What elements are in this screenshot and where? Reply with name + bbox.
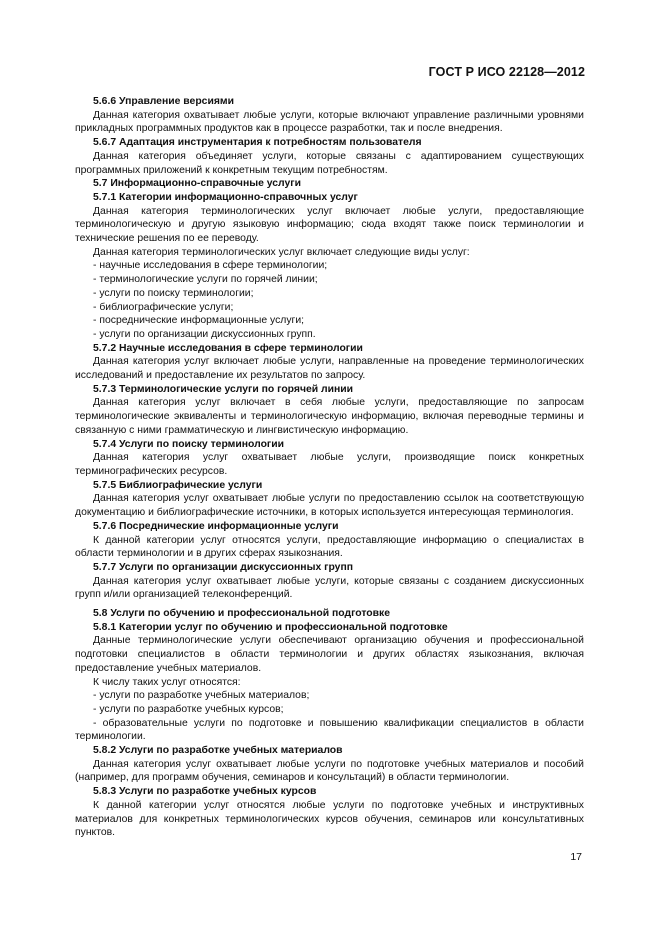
list-item: - услуги по разработке учебных курсов; (93, 703, 284, 715)
document-header-standard-id: ГОСТ Р ИСО 22128—2012 (428, 65, 585, 79)
section-heading: 5.8.2 Услуги по разработке учебных материалов (93, 745, 343, 757)
section-heading: 5.6.7 Адаптация инструментария к потребностям пользователя (93, 137, 422, 149)
list-item: - терминологические услуги по горячей линии; (93, 274, 318, 286)
paragraph: Данная категория услуг охватывает любые услуги, которые связаны с созданием дискуссионных групп и/или организацией телеконференций. (75, 575, 584, 601)
paragraph: Данная категория услуг охватывает любые услуги, производящие поиск конкретных терминографических ресурсов. (75, 452, 584, 477)
page-number: 17 (570, 851, 582, 863)
list-item: - библиографические услуги; (93, 301, 234, 313)
paragraph: Данная категория услуг охватывает любые услуги по предоставлению ссылок на соответствующую документацию и библиографические источники, в которых используется интересующая терминология. (75, 493, 584, 519)
paragraph: Данная категория терминологических услуг включает следующие виды услуг: (93, 246, 470, 258)
section-heading: 5.7.7 Услуги по организации дискуссионных групп (93, 561, 353, 573)
section-heading: 5.7.1 Категории информационно-справочных услуг (93, 191, 358, 203)
paragraph: Данные терминологические услуги обеспечивают организацию обучения и профессиональной подготовки специалистов в области терминологии и других областях языкознания, включая предоставление учебных материалов. (75, 635, 584, 674)
section-heading: 5.8.1 Категории услуг по обучению и профессиональной подготовке (93, 621, 448, 633)
section-heading: 5.7.3 Терминологические услуги по горячей линии (93, 383, 354, 395)
section-heading: 5.8.3 Услуги по разработке учебных курсов (93, 786, 317, 798)
paragraph: Данная категория охватывает любые услуги, которые включают управление различными уровнями прикладных программных продуктов как в процессе разработки, так и после внедрения. (75, 109, 584, 135)
section-heading: 5.7.6 Посреднические информационные услуги (93, 520, 339, 532)
paragraph: К данной категории услуг относятся любые услуги по подготовке учебных и инструктивных материалов для конкретных терминологических курсов обучения, семинаров или консультативных пунктов. (75, 799, 584, 839)
paragraph: К числу таких услуг относятся: (93, 676, 241, 688)
section-heading: 5.8 Услуги по обучению и профессиональной подготовке (93, 608, 391, 620)
list-item: - научные исследования в сфере терминологии; (93, 260, 328, 272)
section-heading: 5.6.6 Управление версиями (93, 96, 234, 107)
paragraph: Данная категория услуг включает в себя любые услуги, предоставляющие по запросам терминологические эквиваленты и терминологическую информацию, включая переводные термины и связанную с ними грамматическую и лингвистическую информацию. (75, 397, 584, 436)
list-item: - посреднические информационные услуги; (93, 315, 305, 327)
section-heading: 5.7.4 Услуги по поиску терминологии (93, 438, 285, 450)
section-heading: 5.7.2 Научные исследования в сфере терминологии (93, 342, 363, 354)
section-heading: 5.7.5 Библиографические услуги (93, 479, 263, 491)
paragraph: Данная категория объединяет услуги, которые связаны с адаптированием существующих программных приложений к конкретным текущим потребностям. (75, 150, 584, 176)
list-item: - услуги по разработке учебных материалов; (93, 690, 310, 702)
paragraph: - образовательные услуги по подготовке и повышению квалификации специалистов в области терминологии. (75, 717, 584, 743)
paragraph: Данная категория услуг включает любые услуги, направленные на проведение терминологических исследований и предоставление их результатов по запросу. (75, 356, 584, 382)
paragraph: К данной категории услуг относятся услуги, предоставляющие информацию о специалистах в области терминологии и в других сферах языкознания. (75, 534, 584, 560)
document-body (75, 95, 584, 840)
list-item: - услуги по поиску терминологии; (93, 287, 254, 299)
paragraph: Данная категория терминологических услуг включает любые услуги, предоставляющие терминологическую и другую языковую информацию; сюда входят также поиск терминологии и технические решения по ее переводу. (75, 205, 584, 245)
list-item: - услуги по организации дискуссионных групп. (93, 328, 316, 340)
section-heading: 5.7 Информационно-справочные услуги (93, 178, 302, 190)
paragraph: Данная категория услуг охватывает любые услуги по подготовке учебных материалов и пособий (например, для программ обучения, семинаров и консультаций) в области терминологии. (75, 758, 584, 784)
